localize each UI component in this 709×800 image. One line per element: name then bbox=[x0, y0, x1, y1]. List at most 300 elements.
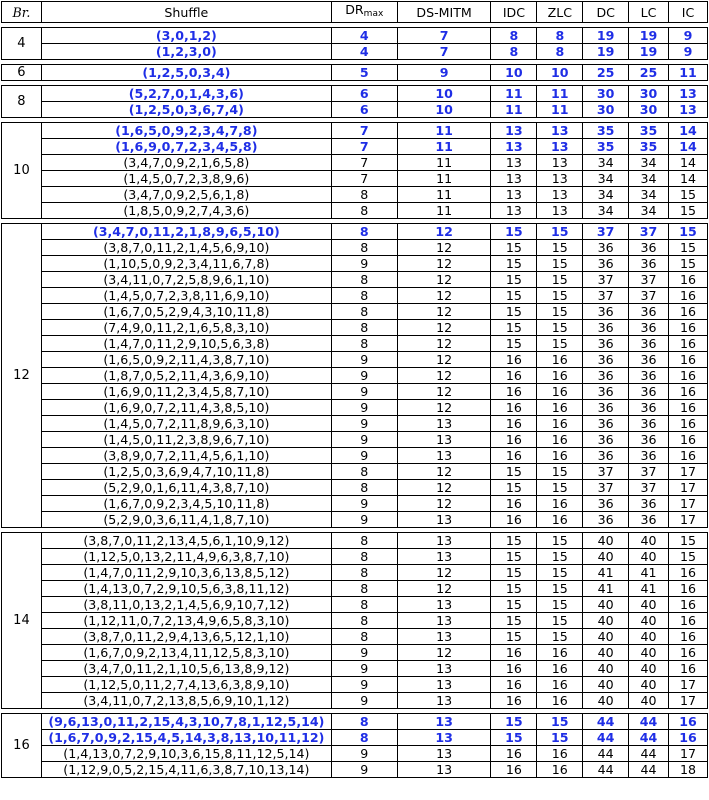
zlc-cell: 15 bbox=[537, 613, 583, 629]
dc-cell: 37 bbox=[583, 224, 629, 240]
drmax-cell: 8 bbox=[331, 549, 397, 565]
header-drmax-label: DR bbox=[345, 2, 364, 17]
dc-cell: 40 bbox=[583, 693, 629, 709]
dc-cell: 36 bbox=[583, 352, 629, 368]
dsmitm-cell: 13 bbox=[397, 613, 491, 629]
dc-cell: 40 bbox=[583, 549, 629, 565]
ic-cell: 15 bbox=[669, 224, 708, 240]
dc-cell: 44 bbox=[583, 714, 629, 730]
shuffle-cell: (3,8,9,0,7,2,11,4,5,6,1,10) bbox=[41, 448, 331, 464]
table-row bbox=[2, 224, 708, 240]
dc-cell: 30 bbox=[583, 86, 629, 102]
drmax-cell: 9 bbox=[331, 512, 397, 528]
drmax-cell: 8 bbox=[331, 272, 397, 288]
table-row bbox=[2, 645, 708, 661]
zlc-cell: 16 bbox=[537, 352, 583, 368]
table-row bbox=[2, 581, 708, 597]
lc-cell: 34 bbox=[629, 203, 669, 219]
drmax-cell: 7 bbox=[331, 155, 397, 171]
idc-cell: 13 bbox=[491, 155, 537, 171]
header-idc: IDC bbox=[491, 2, 537, 23]
idc-cell: 13 bbox=[491, 139, 537, 155]
drmax-cell: 8 bbox=[331, 240, 397, 256]
shuffle-cell: (3,8,7,0,11,2,13,4,5,6,1,10,9,12) bbox=[41, 533, 331, 549]
idc-cell: 15 bbox=[491, 597, 537, 613]
shuffle-cell: (3,4,11,0,7,2,13,8,5,6,9,10,1,12) bbox=[41, 693, 331, 709]
drmax-cell: 9 bbox=[331, 416, 397, 432]
dsmitm-cell: 12 bbox=[397, 400, 491, 416]
zlc-cell: 15 bbox=[537, 629, 583, 645]
lc-cell: 35 bbox=[629, 139, 669, 155]
table-row bbox=[2, 677, 708, 693]
table-row bbox=[2, 203, 708, 219]
idc-cell: 16 bbox=[491, 432, 537, 448]
dc-cell: 36 bbox=[583, 368, 629, 384]
header-shuffle: Shuffle bbox=[41, 2, 331, 23]
table-row bbox=[2, 171, 708, 187]
ic-cell: 17 bbox=[669, 677, 708, 693]
drmax-cell: 9 bbox=[331, 677, 397, 693]
ic-cell: 16 bbox=[669, 288, 708, 304]
branch-cell: 14 bbox=[2, 533, 42, 709]
shuffle-cell: (1,4,5,0,7,2,11,8,9,6,3,10) bbox=[41, 416, 331, 432]
shuffle-cell: (1,4,7,0,11,2,9,10,3,6,13,8,5,12) bbox=[41, 565, 331, 581]
table-row bbox=[2, 139, 708, 155]
shuffle-cell: (1,12,5,0,13,2,11,4,9,6,3,8,7,10) bbox=[41, 549, 331, 565]
dsmitm-cell: 13 bbox=[397, 629, 491, 645]
idc-cell: 15 bbox=[491, 533, 537, 549]
header-dsmitm: DS-MITM bbox=[397, 2, 491, 23]
drmax-cell: 9 bbox=[331, 400, 397, 416]
table-row bbox=[2, 714, 708, 730]
zlc-cell: 15 bbox=[537, 565, 583, 581]
header-br bbox=[2, 2, 42, 23]
zlc-cell: 16 bbox=[537, 661, 583, 677]
lc-cell: 36 bbox=[629, 448, 669, 464]
dsmitm-cell: 7 bbox=[397, 28, 491, 44]
zlc-cell: 16 bbox=[537, 448, 583, 464]
drmax-cell: 8 bbox=[331, 730, 397, 746]
zlc-cell: 15 bbox=[537, 533, 583, 549]
ic-cell: 17 bbox=[669, 746, 708, 762]
shuffle-cell: (1,8,7,0,5,2,11,4,3,6,9,10) bbox=[41, 368, 331, 384]
dc-cell: 34 bbox=[583, 171, 629, 187]
dsmitm-cell: 13 bbox=[397, 746, 491, 762]
ic-cell: 9 bbox=[669, 28, 708, 44]
shuffle-comparison-table bbox=[1, 1, 708, 778]
idc-cell: 16 bbox=[491, 352, 537, 368]
branch-cell: 6 bbox=[2, 65, 42, 81]
shuffle-cell: (1,6,9,0,7,2,3,4,5,8) bbox=[41, 139, 331, 155]
dc-cell: 41 bbox=[583, 565, 629, 581]
zlc-cell: 11 bbox=[537, 86, 583, 102]
table-row bbox=[2, 565, 708, 581]
table-row bbox=[2, 432, 708, 448]
table-row bbox=[2, 123, 708, 139]
ic-cell: 16 bbox=[669, 730, 708, 746]
shuffle-cell: (1,8,5,0,9,2,7,4,3,6) bbox=[41, 203, 331, 219]
idc-cell: 16 bbox=[491, 384, 537, 400]
lc-cell: 36 bbox=[629, 512, 669, 528]
dsmitm-cell: 13 bbox=[397, 448, 491, 464]
drmax-cell: 8 bbox=[331, 480, 397, 496]
table-row bbox=[2, 549, 708, 565]
header-drmax bbox=[331, 2, 397, 23]
lc-cell: 44 bbox=[629, 730, 669, 746]
drmax-cell: 8 bbox=[331, 714, 397, 730]
table-row bbox=[2, 336, 708, 352]
idc-cell: 15 bbox=[491, 613, 537, 629]
zlc-cell: 16 bbox=[537, 432, 583, 448]
ic-cell: 17 bbox=[669, 693, 708, 709]
drmax-cell: 9 bbox=[331, 448, 397, 464]
drmax-cell: 7 bbox=[331, 171, 397, 187]
header-lc: LC bbox=[629, 2, 669, 23]
drmax-cell: 9 bbox=[331, 384, 397, 400]
table-row bbox=[2, 629, 708, 645]
zlc-cell: 13 bbox=[537, 155, 583, 171]
dc-cell: 25 bbox=[583, 65, 629, 81]
ic-cell: 16 bbox=[669, 661, 708, 677]
shuffle-cell: (1,6,7,0,9,2,13,4,11,12,5,8,3,10) bbox=[41, 645, 331, 661]
dc-cell: 36 bbox=[583, 496, 629, 512]
zlc-cell: 16 bbox=[537, 693, 583, 709]
zlc-cell: 13 bbox=[537, 203, 583, 219]
lc-cell: 36 bbox=[629, 496, 669, 512]
idc-cell: 15 bbox=[491, 629, 537, 645]
dc-cell: 19 bbox=[583, 44, 629, 60]
zlc-cell: 16 bbox=[537, 677, 583, 693]
table-row bbox=[2, 400, 708, 416]
dsmitm-cell: 12 bbox=[397, 240, 491, 256]
table-row bbox=[2, 102, 708, 118]
drmax-cell: 8 bbox=[331, 187, 397, 203]
idc-cell: 8 bbox=[491, 44, 537, 60]
lc-cell: 34 bbox=[629, 171, 669, 187]
drmax-cell: 9 bbox=[331, 762, 397, 778]
ic-cell: 16 bbox=[669, 384, 708, 400]
dsmitm-cell: 13 bbox=[397, 533, 491, 549]
drmax-cell: 4 bbox=[331, 28, 397, 44]
table-row bbox=[2, 512, 708, 528]
drmax-cell: 9 bbox=[331, 352, 397, 368]
table-row bbox=[2, 240, 708, 256]
zlc-cell: 16 bbox=[537, 384, 583, 400]
dc-cell: 34 bbox=[583, 155, 629, 171]
dsmitm-cell: 12 bbox=[397, 352, 491, 368]
dsmitm-cell: 13 bbox=[397, 730, 491, 746]
idc-cell: 15 bbox=[491, 304, 537, 320]
lc-cell: 40 bbox=[629, 693, 669, 709]
dsmitm-cell: 12 bbox=[397, 384, 491, 400]
lc-cell: 34 bbox=[629, 187, 669, 203]
dc-cell: 40 bbox=[583, 677, 629, 693]
shuffle-cell: (3,8,11,0,13,2,1,4,5,6,9,10,7,12) bbox=[41, 597, 331, 613]
table-row bbox=[2, 661, 708, 677]
dsmitm-cell: 12 bbox=[397, 464, 491, 480]
header-dc: DC bbox=[583, 2, 629, 23]
lc-cell: 37 bbox=[629, 272, 669, 288]
shuffle-cell: (1,12,11,0,7,2,13,4,9,6,5,8,3,10) bbox=[41, 613, 331, 629]
dsmitm-cell: 13 bbox=[397, 416, 491, 432]
table-row bbox=[2, 762, 708, 778]
ic-cell: 17 bbox=[669, 480, 708, 496]
drmax-cell: 8 bbox=[331, 224, 397, 240]
lc-cell: 40 bbox=[629, 533, 669, 549]
shuffle-cell: (3,0,1,2) bbox=[41, 28, 331, 44]
dsmitm-cell: 11 bbox=[397, 123, 491, 139]
drmax-cell: 8 bbox=[331, 533, 397, 549]
drmax-cell: 9 bbox=[331, 693, 397, 709]
lc-cell: 36 bbox=[629, 368, 669, 384]
zlc-cell: 15 bbox=[537, 240, 583, 256]
zlc-cell: 16 bbox=[537, 746, 583, 762]
shuffle-cell: (1,6,5,0,9,2,11,4,3,8,7,10) bbox=[41, 352, 331, 368]
ic-cell: 16 bbox=[669, 645, 708, 661]
lc-cell: 25 bbox=[629, 65, 669, 81]
idc-cell: 16 bbox=[491, 762, 537, 778]
dsmitm-cell: 11 bbox=[397, 187, 491, 203]
shuffle-cell: (1,2,5,0,3,6,7,4) bbox=[41, 102, 331, 118]
dsmitm-cell: 12 bbox=[397, 288, 491, 304]
idc-cell: 15 bbox=[491, 714, 537, 730]
table-row bbox=[2, 86, 708, 102]
dsmitm-cell: 13 bbox=[397, 432, 491, 448]
dc-cell: 36 bbox=[583, 512, 629, 528]
table-row bbox=[2, 155, 708, 171]
dc-cell: 37 bbox=[583, 480, 629, 496]
shuffle-cell: (3,4,7,0,9,2,1,6,5,8) bbox=[41, 155, 331, 171]
zlc-cell: 15 bbox=[537, 597, 583, 613]
zlc-cell: 13 bbox=[537, 123, 583, 139]
lc-cell: 37 bbox=[629, 480, 669, 496]
idc-cell: 15 bbox=[491, 272, 537, 288]
idc-cell: 16 bbox=[491, 368, 537, 384]
branch-cell: 16 bbox=[2, 714, 42, 778]
dsmitm-cell: 12 bbox=[397, 565, 491, 581]
shuffle-cell: (7,4,9,0,11,2,1,6,5,8,3,10) bbox=[41, 320, 331, 336]
shuffle-cell: (1,6,9,0,11,2,3,4,5,8,7,10) bbox=[41, 384, 331, 400]
branch-cell: 8 bbox=[2, 86, 42, 118]
dc-cell: 40 bbox=[583, 645, 629, 661]
table-row bbox=[2, 352, 708, 368]
drmax-cell: 5 bbox=[331, 65, 397, 81]
ic-cell: 16 bbox=[669, 336, 708, 352]
ic-cell: 15 bbox=[669, 549, 708, 565]
shuffle-cell: (1,6,9,0,7,2,11,4,3,8,5,10) bbox=[41, 400, 331, 416]
zlc-cell: 16 bbox=[537, 645, 583, 661]
zlc-cell: 16 bbox=[537, 368, 583, 384]
table-row bbox=[2, 44, 708, 60]
dc-cell: 44 bbox=[583, 730, 629, 746]
zlc-cell: 15 bbox=[537, 320, 583, 336]
zlc-cell: 15 bbox=[537, 730, 583, 746]
table-row bbox=[2, 496, 708, 512]
ic-cell: 16 bbox=[669, 352, 708, 368]
dc-cell: 35 bbox=[583, 123, 629, 139]
drmax-cell: 6 bbox=[331, 86, 397, 102]
lc-cell: 19 bbox=[629, 44, 669, 60]
zlc-cell: 15 bbox=[537, 304, 583, 320]
dc-cell: 37 bbox=[583, 464, 629, 480]
idc-cell: 11 bbox=[491, 102, 537, 118]
zlc-cell: 15 bbox=[537, 224, 583, 240]
drmax-cell: 9 bbox=[331, 746, 397, 762]
idc-cell: 16 bbox=[491, 746, 537, 762]
drmax-cell: 8 bbox=[331, 597, 397, 613]
lc-cell: 44 bbox=[629, 762, 669, 778]
table-row bbox=[2, 730, 708, 746]
ic-cell: 14 bbox=[669, 139, 708, 155]
drmax-cell: 6 bbox=[331, 102, 397, 118]
ic-cell: 16 bbox=[669, 714, 708, 730]
table-row bbox=[2, 613, 708, 629]
dc-cell: 36 bbox=[583, 432, 629, 448]
table-row bbox=[2, 480, 708, 496]
ic-cell: 17 bbox=[669, 464, 708, 480]
header-br-label: Br. bbox=[12, 4, 31, 20]
table-row bbox=[2, 288, 708, 304]
idc-cell: 13 bbox=[491, 203, 537, 219]
ic-cell: 16 bbox=[669, 448, 708, 464]
dc-cell: 44 bbox=[583, 746, 629, 762]
ic-cell: 13 bbox=[669, 102, 708, 118]
ic-cell: 16 bbox=[669, 581, 708, 597]
table-body bbox=[2, 23, 708, 778]
dsmitm-cell: 13 bbox=[397, 512, 491, 528]
ic-cell: 14 bbox=[669, 171, 708, 187]
idc-cell: 15 bbox=[491, 320, 537, 336]
shuffle-cell: (3,4,7,0,11,2,1,10,5,6,13,8,9,12) bbox=[41, 661, 331, 677]
dc-cell: 30 bbox=[583, 102, 629, 118]
ic-cell: 15 bbox=[669, 240, 708, 256]
dc-cell: 34 bbox=[583, 187, 629, 203]
shuffle-cell: (3,8,7,0,11,2,9,4,13,6,5,12,1,10) bbox=[41, 629, 331, 645]
drmax-cell: 8 bbox=[331, 203, 397, 219]
idc-cell: 15 bbox=[491, 464, 537, 480]
shuffle-cell: (3,4,11,0,7,2,5,8,9,6,1,10) bbox=[41, 272, 331, 288]
dsmitm-cell: 12 bbox=[397, 336, 491, 352]
dc-cell: 44 bbox=[583, 762, 629, 778]
idc-cell: 16 bbox=[491, 512, 537, 528]
idc-cell: 15 bbox=[491, 581, 537, 597]
idc-cell: 13 bbox=[491, 171, 537, 187]
idc-cell: 15 bbox=[491, 240, 537, 256]
dc-cell: 36 bbox=[583, 256, 629, 272]
dc-cell: 36 bbox=[583, 336, 629, 352]
dc-cell: 40 bbox=[583, 613, 629, 629]
lc-cell: 36 bbox=[629, 320, 669, 336]
idc-cell: 10 bbox=[491, 65, 537, 81]
drmax-cell: 8 bbox=[331, 288, 397, 304]
zlc-cell: 16 bbox=[537, 512, 583, 528]
dc-cell: 36 bbox=[583, 400, 629, 416]
shuffle-cell: (3,4,7,0,9,2,5,6,1,8) bbox=[41, 187, 331, 203]
drmax-cell: 9 bbox=[331, 256, 397, 272]
lc-cell: 36 bbox=[629, 416, 669, 432]
dc-cell: 36 bbox=[583, 304, 629, 320]
drmax-cell: 9 bbox=[331, 661, 397, 677]
ic-cell: 16 bbox=[669, 304, 708, 320]
dsmitm-cell: 12 bbox=[397, 224, 491, 240]
lc-cell: 40 bbox=[629, 661, 669, 677]
zlc-cell: 13 bbox=[537, 187, 583, 203]
lc-cell: 36 bbox=[629, 384, 669, 400]
idc-cell: 15 bbox=[491, 288, 537, 304]
zlc-cell: 16 bbox=[537, 496, 583, 512]
zlc-cell: 15 bbox=[537, 549, 583, 565]
idc-cell: 16 bbox=[491, 416, 537, 432]
lc-cell: 36 bbox=[629, 304, 669, 320]
dc-cell: 37 bbox=[583, 288, 629, 304]
idc-cell: 16 bbox=[491, 448, 537, 464]
dsmitm-cell: 13 bbox=[397, 693, 491, 709]
shuffle-cell: (1,4,7,0,11,2,9,10,5,6,3,8) bbox=[41, 336, 331, 352]
dc-cell: 36 bbox=[583, 320, 629, 336]
dsmitm-cell: 13 bbox=[397, 597, 491, 613]
shuffle-cell: (1,2,3,0) bbox=[41, 44, 331, 60]
dsmitm-cell: 13 bbox=[397, 714, 491, 730]
zlc-cell: 13 bbox=[537, 139, 583, 155]
idc-cell: 16 bbox=[491, 677, 537, 693]
drmax-cell: 8 bbox=[331, 336, 397, 352]
dc-cell: 40 bbox=[583, 597, 629, 613]
dc-cell: 36 bbox=[583, 416, 629, 432]
zlc-cell: 16 bbox=[537, 762, 583, 778]
drmax-cell: 8 bbox=[331, 304, 397, 320]
lc-cell: 19 bbox=[629, 28, 669, 44]
ic-cell: 9 bbox=[669, 44, 708, 60]
idc-cell: 16 bbox=[491, 661, 537, 677]
dc-cell: 41 bbox=[583, 581, 629, 597]
table-row bbox=[2, 187, 708, 203]
zlc-cell: 16 bbox=[537, 416, 583, 432]
idc-cell: 16 bbox=[491, 693, 537, 709]
dsmitm-cell: 13 bbox=[397, 549, 491, 565]
zlc-cell: 8 bbox=[537, 44, 583, 60]
dsmitm-cell: 12 bbox=[397, 496, 491, 512]
dsmitm-cell: 10 bbox=[397, 86, 491, 102]
dsmitm-cell: 12 bbox=[397, 480, 491, 496]
dsmitm-cell: 10 bbox=[397, 102, 491, 118]
idc-cell: 13 bbox=[491, 123, 537, 139]
idc-cell: 15 bbox=[491, 730, 537, 746]
dsmitm-cell: 12 bbox=[397, 320, 491, 336]
ic-cell: 16 bbox=[669, 320, 708, 336]
lc-cell: 37 bbox=[629, 464, 669, 480]
ic-cell: 16 bbox=[669, 597, 708, 613]
zlc-cell: 15 bbox=[537, 336, 583, 352]
table-row bbox=[2, 28, 708, 44]
header-row bbox=[2, 2, 708, 23]
idc-cell: 15 bbox=[491, 224, 537, 240]
lc-cell: 36 bbox=[629, 240, 669, 256]
shuffle-cell: (1,4,13,0,7,2,9,10,3,6,15,8,11,12,5,14) bbox=[41, 746, 331, 762]
lc-cell: 36 bbox=[629, 352, 669, 368]
header-drmax-sub: max bbox=[363, 9, 384, 19]
drmax-cell: 8 bbox=[331, 565, 397, 581]
ic-cell: 14 bbox=[669, 155, 708, 171]
shuffle-cell: (1,4,13,0,7,2,9,10,5,6,3,8,11,12) bbox=[41, 581, 331, 597]
dsmitm-cell: 9 bbox=[397, 65, 491, 81]
shuffle-cell: (3,8,7,0,11,2,1,4,5,6,9,10) bbox=[41, 240, 331, 256]
idc-cell: 11 bbox=[491, 86, 537, 102]
drmax-cell: 9 bbox=[331, 496, 397, 512]
shuffle-cell: (1,12,5,0,11,2,7,4,13,6,3,8,9,10) bbox=[41, 677, 331, 693]
dsmitm-cell: 12 bbox=[397, 368, 491, 384]
lc-cell: 40 bbox=[629, 613, 669, 629]
ic-cell: 17 bbox=[669, 512, 708, 528]
